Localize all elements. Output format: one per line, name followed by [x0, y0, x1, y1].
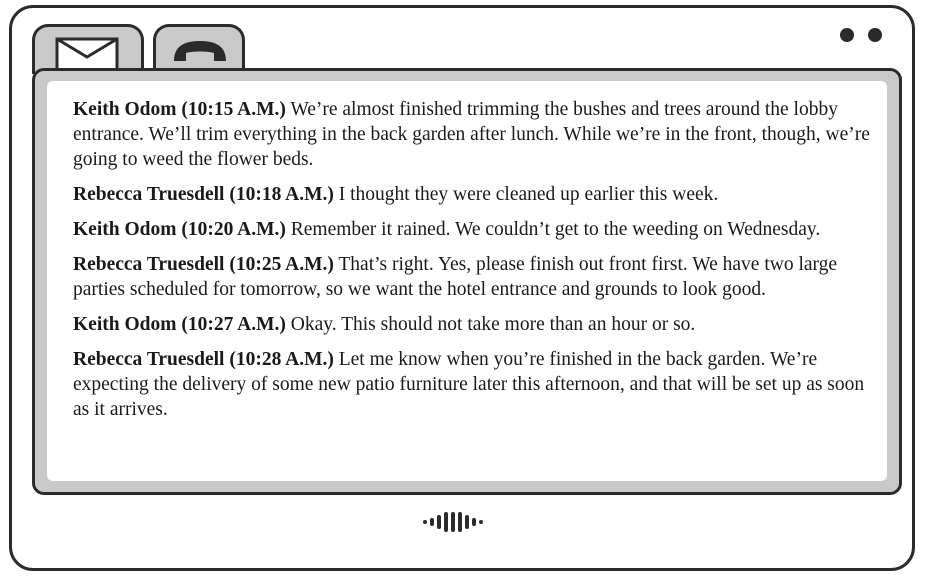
message-text: Let me know when you’re finished in the back garden. We’re expecting the delivery of some new patio furniture later this afternoon, and that will be set up as soon as it arrives.: [73, 349, 865, 420]
message-text: Remember it rained. We couldn’t get to the weeding on Wednesday.: [290, 219, 821, 240]
phone-icon: [168, 37, 232, 67]
message-text: I thought they were cleaned up earlier this week.: [338, 184, 719, 205]
message-sender: Rebecca Truesdell (10:25 A.M.): [73, 254, 334, 275]
message: [73, 312, 879, 337]
message-list: [73, 97, 879, 432]
message-sender: Rebecca Truesdell (10:18 A.M.): [73, 184, 334, 205]
message: [73, 252, 879, 302]
tab-phone[interactable]: [153, 24, 245, 74]
message-sender: Rebecca Truesdell (10:28 A.M.): [73, 349, 334, 370]
message-text: We’re almost finished trimming the bushes and trees around the lobby entrance. We’ll trim everything in the back garden after lunch. While we’re in the front, though, we’re going to weed the flower beds.: [73, 99, 870, 170]
message-frame: [32, 68, 902, 495]
message-sender: Keith Odom (10:15 A.M.): [73, 99, 286, 120]
message-text: That’s right. Yes, please finish out front first. We have two large parties scheduled for tomorrow, so we want the hotel entrance and grounds to look good.: [73, 254, 838, 300]
window-dot-icon[interactable]: [840, 28, 854, 42]
message: [73, 182, 879, 207]
message-text: Okay. This should not take more than an hour or so.: [290, 314, 696, 335]
message-sender: Keith Odom (10:20 A.M.): [73, 219, 286, 240]
tab-mail[interactable]: [32, 24, 144, 74]
window-dot-icon[interactable]: [868, 28, 882, 42]
chat-device: [9, 5, 915, 571]
message: [73, 97, 879, 172]
message: [73, 217, 879, 242]
speaker-grille-icon: [423, 512, 483, 532]
window-controls: [840, 28, 882, 42]
message: [73, 347, 879, 422]
message-panel: [47, 81, 887, 481]
message-sender: Keith Odom (10:27 A.M.): [73, 314, 286, 335]
